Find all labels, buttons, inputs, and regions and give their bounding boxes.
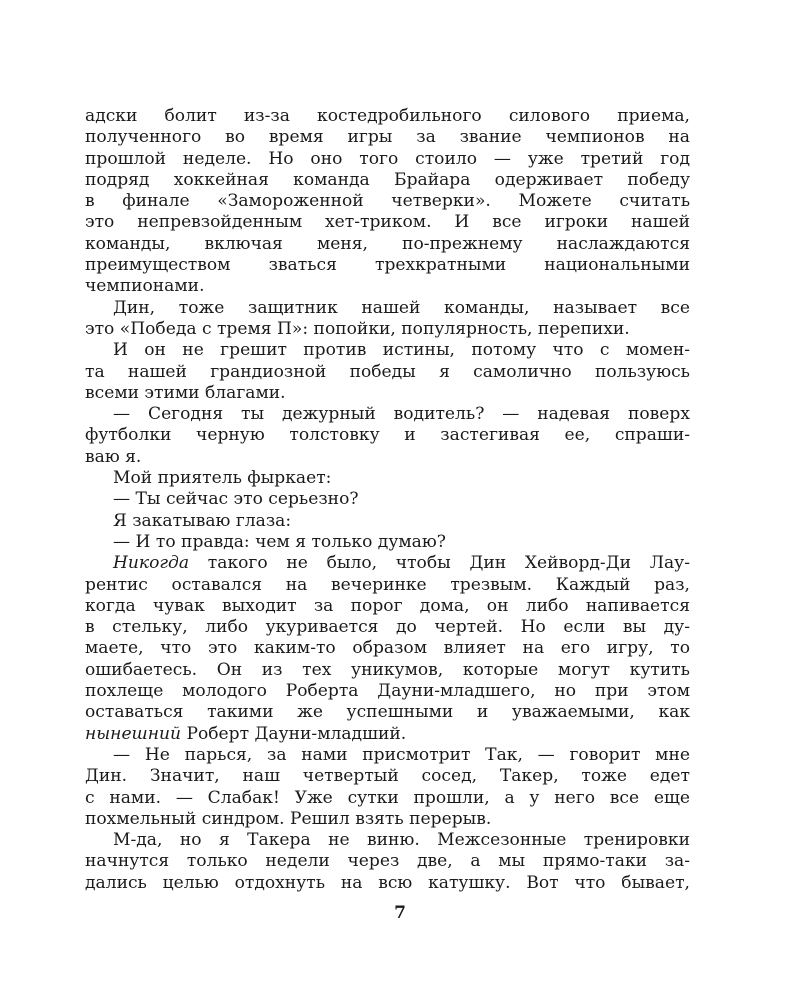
text-line	[85, 106, 690, 127]
text-line	[85, 170, 690, 191]
line-text: — Ты сейчас это серьезно?	[113, 489, 359, 510]
text-line	[85, 340, 690, 361]
text-line	[85, 489, 690, 510]
line-text: подряд хоккейная команда Брайара одерживает победу	[85, 169, 690, 190]
line-text: похмельный синдром. Решил взять перерыв.	[85, 808, 492, 829]
text-line	[85, 511, 690, 532]
line-text: И он не грешит против истины, потому что с момен-	[113, 340, 690, 361]
text-line	[85, 212, 690, 233]
body-text	[85, 106, 690, 894]
line-text: ваю я.	[85, 446, 142, 467]
text-line	[85, 425, 690, 446]
line-text: Роберт Дауни-младший.	[181, 723, 407, 744]
text-line	[85, 809, 690, 830]
text-line	[85, 532, 690, 553]
page-number: 7	[394, 903, 406, 923]
line-text: в финале «Замороженной четверки». Можете считать	[85, 191, 690, 212]
line-text: такого не было, чтобы Дин Хейворд-Ди Лау-	[189, 553, 690, 574]
text-line	[85, 638, 690, 659]
line-text: адски болит из-за костедробильного силового приема,	[85, 106, 690, 126]
text-line	[85, 468, 690, 489]
line-text: рентис оставался на вечеринке трезвым. Каждый раз,	[85, 574, 690, 595]
text-line	[85, 191, 690, 212]
line-text: ошибаетесь. Он из тех уникумов, которые могут кутить	[85, 659, 690, 680]
line-text: прошлой неделе. Но оно того стоило — уже третий год	[85, 148, 690, 169]
text-line	[85, 681, 690, 702]
line-text: преимуществом зваться трехкратными национальными	[85, 255, 690, 276]
text-line	[85, 127, 690, 148]
line-text: М-да, но я Такера не виню. Межсезонные тренировки	[113, 830, 690, 851]
text-line	[85, 766, 690, 787]
line-text: Мой приятель фыркает:	[113, 468, 332, 489]
text-line	[85, 617, 690, 638]
line-text: — Сегодня ты дежурный водитель? — надевая поверх	[113, 404, 690, 425]
line-text: оставаться такими же успешными и уважаемыми, как	[85, 702, 690, 723]
line-text: та нашей грандиозной победы я самолично пользуюсь	[85, 361, 690, 382]
line-text: маете, что это каким-то образом влияет на его игру, то	[85, 638, 690, 659]
line-text: с нами. — Слабак! Уже сутки прошли, а у него все еще	[85, 787, 690, 808]
line-text: Дин. Значит, наш четвертый сосед, Такер, тоже едет	[85, 766, 690, 787]
text-line	[85, 404, 690, 425]
text-line	[85, 553, 690, 574]
italic-word: нынешний	[85, 723, 182, 744]
text-line	[85, 724, 690, 745]
line-text: полученного во время игры за звание чемпионов на	[85, 127, 690, 148]
text-line	[85, 234, 690, 255]
line-text: — Не парься, за нами присмотрит Так, — говорит мне	[113, 744, 690, 765]
text-line	[85, 447, 690, 468]
text-line	[85, 319, 690, 340]
line-text: похлеще молодого Роберта Дауни-младшего, но при этом	[85, 681, 690, 702]
text-line	[85, 575, 690, 596]
line-text: Дин, тоже защитник нашей команды, называет все	[113, 297, 690, 318]
text-line	[85, 276, 690, 297]
text-line	[85, 362, 690, 383]
text-line	[85, 149, 690, 170]
line-text: всеми этими благами.	[85, 382, 286, 403]
line-text: Я закатываю глаза:	[113, 510, 292, 531]
line-text: — И то правда: чем я только думаю?	[113, 531, 446, 552]
text-line	[85, 873, 690, 894]
line-text: футболки черную толстовку и застегивая ее, спраши-	[85, 425, 690, 446]
line-text: начнутся только недели через две, а мы прямо-таки за-	[85, 851, 690, 872]
text-line	[85, 660, 690, 681]
text-line	[85, 596, 690, 617]
line-text: в стельку, либо укуривается до чертей. Но если вы ду-	[85, 617, 690, 638]
text-line	[85, 851, 690, 872]
line-text: команды, включая меня, по-прежнему наслаждаются	[85, 233, 690, 254]
text-line	[85, 255, 690, 276]
text-line	[85, 298, 690, 319]
text-line	[85, 830, 690, 851]
text-line	[85, 745, 690, 766]
line-text: чемпионами.	[85, 276, 205, 297]
line-text: когда чувак выходит за порог дома, он либо напивается	[85, 595, 690, 616]
text-line	[85, 383, 690, 404]
text-line	[85, 788, 690, 809]
italic-word: Никогда	[113, 553, 190, 574]
text-line	[85, 702, 690, 723]
line-text: дались целью отдохнуть на всю катушку. Вот что бывает,	[85, 872, 690, 893]
line-text: это «Победа с тремя П»: попойки, популярность, перепихи.	[85, 318, 630, 339]
line-text: это непревзойденным хет-триком. И все игроки нашей	[85, 212, 690, 233]
